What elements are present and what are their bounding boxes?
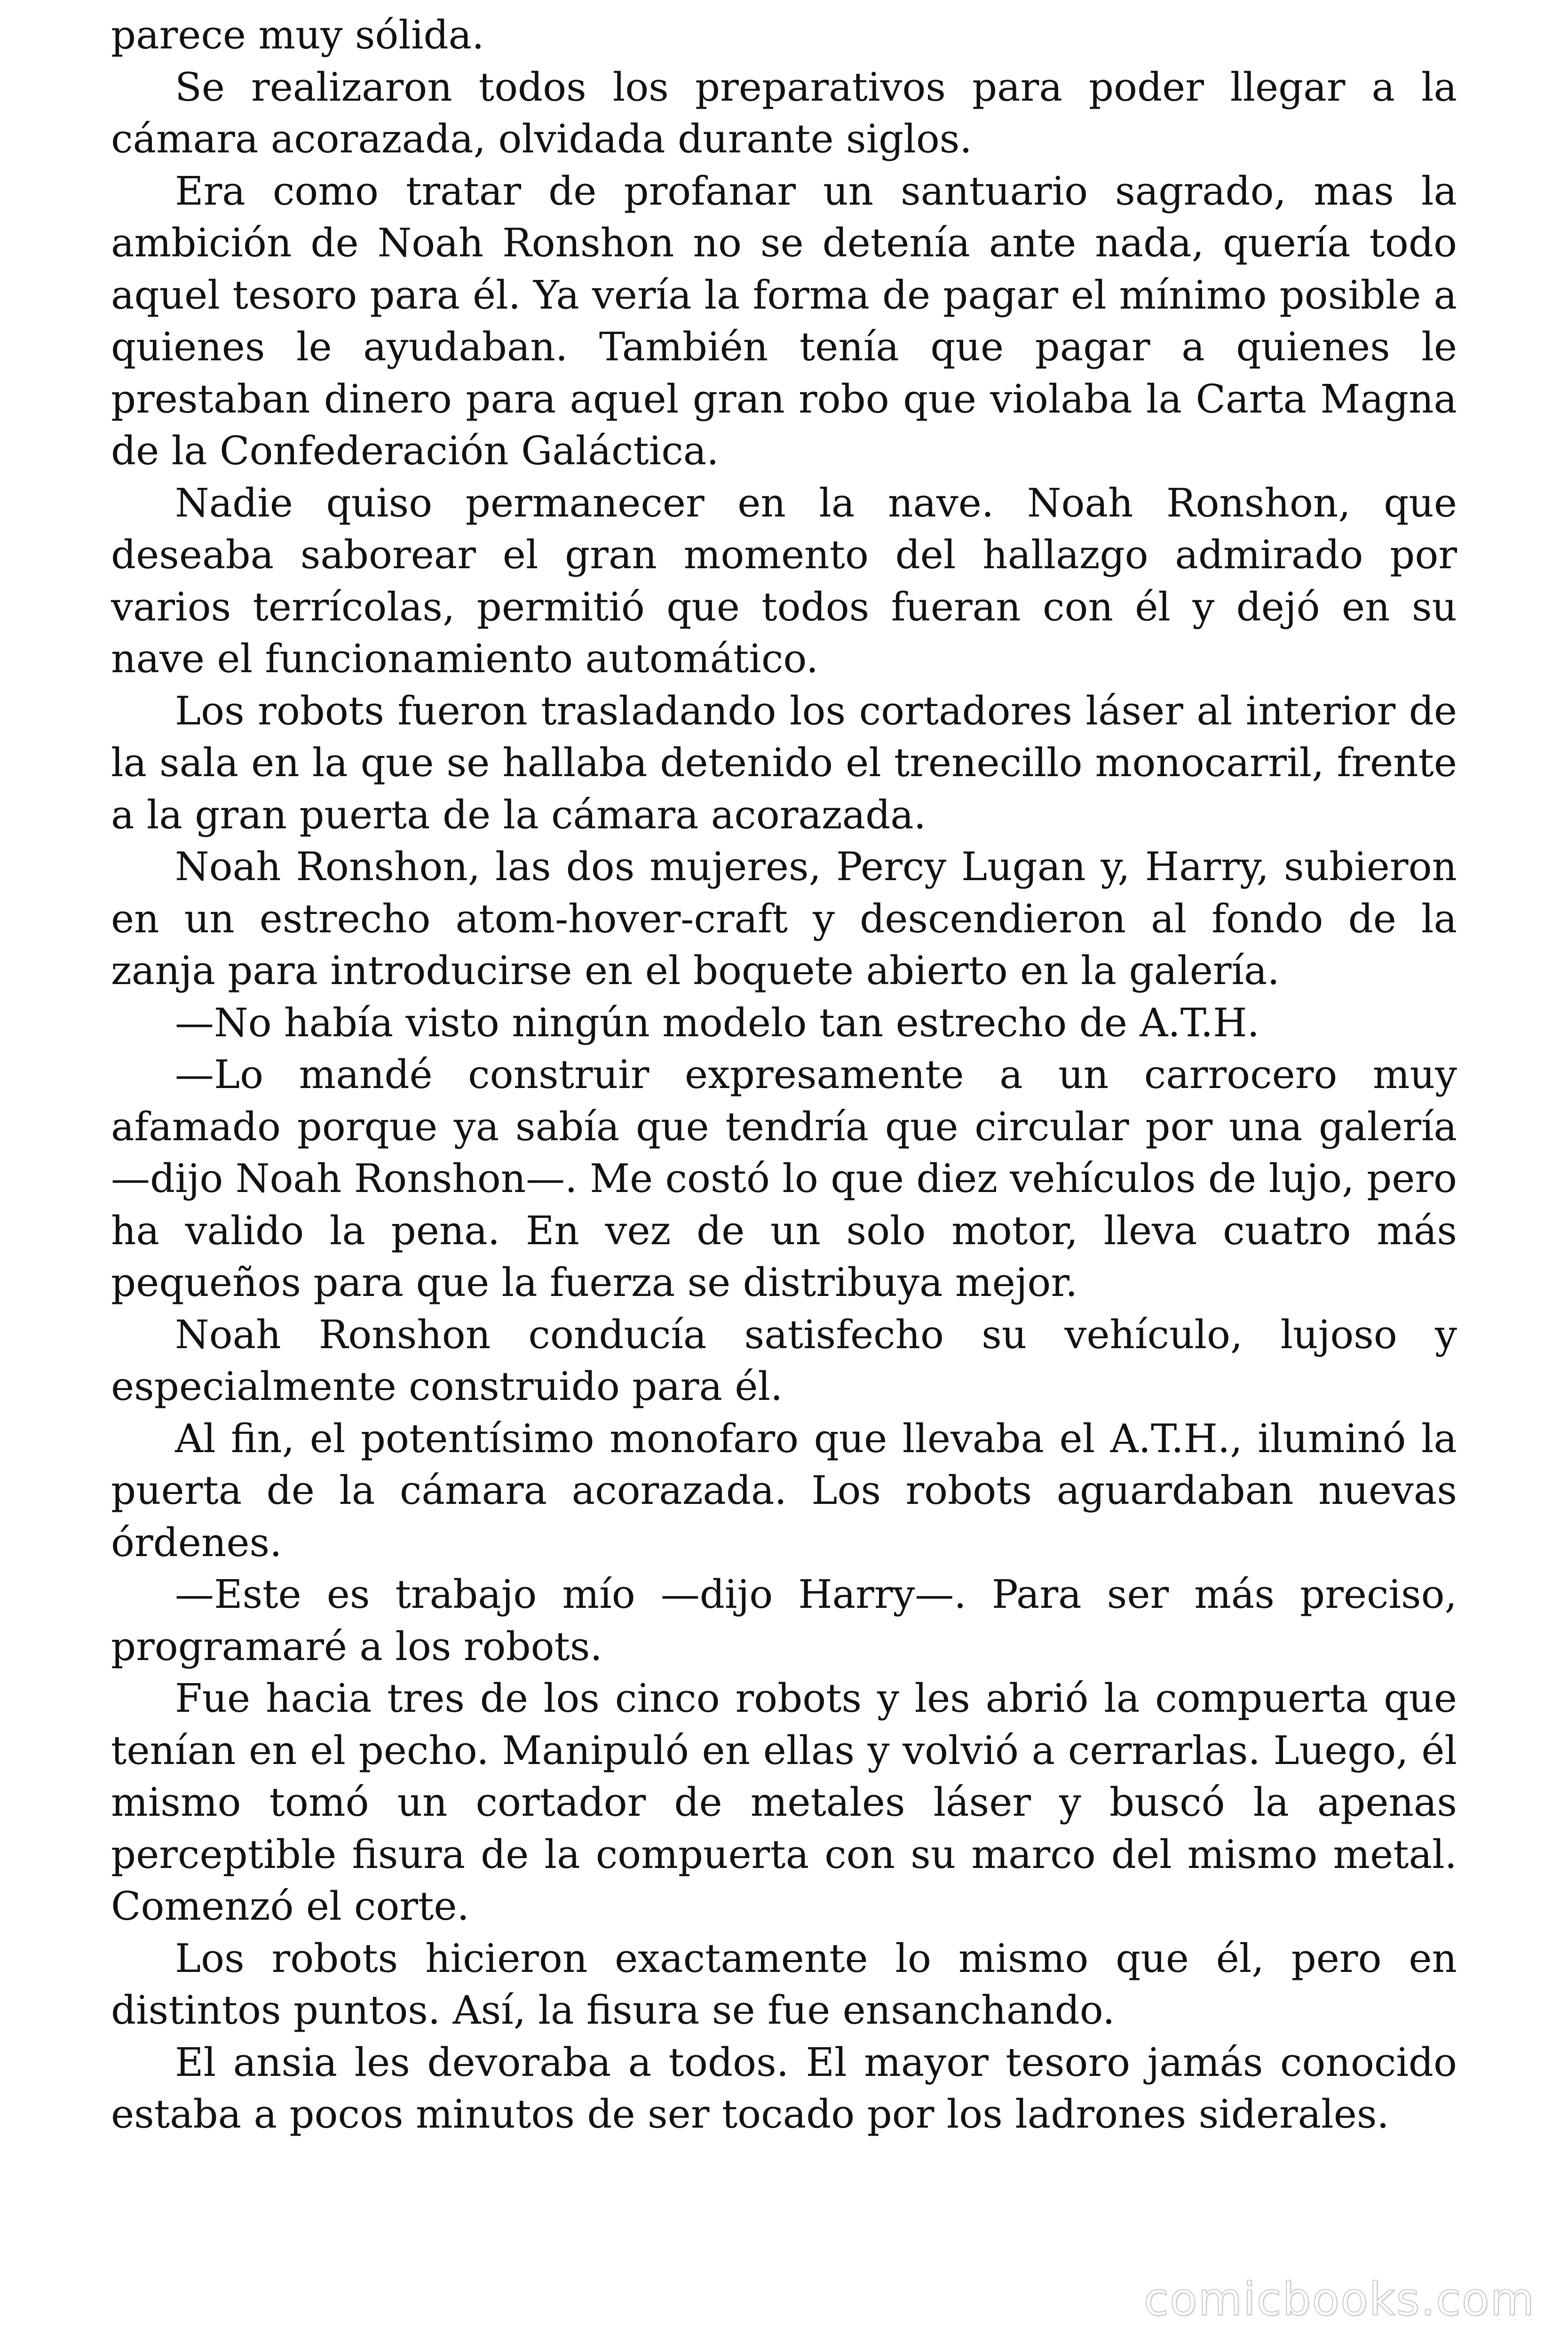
paragraph: El ansia les devoraba a todos. El mayor tesoro jamás conocido estaba a pocos minutos de ser tocado por los ladrones siderales. xyxy=(111,2039,1457,2137)
paragraph: Noah Ronshon, las dos mujeres, Percy Lugan y, Harry, subieron en un estrecho atom-hover-craft y descendieron al fondo de la zanja para introducirse en el boquete abierto en la galería. xyxy=(111,844,1457,993)
paragraph: Los robots hicieron exactamente lo mismo que él, pero en distintos puntos. Así, la fisura se fue ensanchando. xyxy=(111,1935,1457,2033)
paragraph: Se realizaron todos los preparativos para poder llegar a la cámara acorazada, olvidada durante siglos. xyxy=(111,64,1457,162)
paragraph: Era como tratar de profanar un santuario sagrado, mas la ambición de Noah Ronshon no se detenía ante nada, quería todo aquel tesoro para él. Ya vería la forma de pagar el mínimo posible a quienes le ayudaban. También tenía que pagar a quienes le prestaban dinero para aquel gran robo que violaba la Carta Magna de la Confederación Galáctica. xyxy=(111,168,1457,474)
paragraph: Noah Ronshon conducía satisfecho su vehículo, lujoso y especialmente construido para él. xyxy=(111,1311,1457,1409)
paragraph: Nadie quiso permanecer en la nave. Noah Ronshon, que deseaba saborear el gran momento del hallazgo admirado por varios terrícolas, permitió que todos fueran con él y dejó en su nave el funcionamiento automático. xyxy=(111,480,1457,682)
paragraph: Fue hacia tres de los cinco robots y les abrió la compuerta que tenían en el pecho. Manipuló en ellas y volvió a cerrarlas. Luego, él mismo tomó un cortador de metales láser y buscó la apenas perceptible fisura de la compuerta con su marco del mismo metal. Comenzó el corte. xyxy=(111,1676,1457,1929)
paragraph-dialogue: —Este es trabajo mío —dijo Harry—. Para ser más preciso, programaré a los robots. xyxy=(111,1572,1457,1669)
paragraph: Los robots fueron trasladando los cortadores láser al interior de la sala en la que se hallaba detenido el trenecillo monocarril, frente a la gran puerta de la cámara acorazada. xyxy=(111,688,1457,838)
paragraph-dialogue: —No había visto ningún modelo tan estrecho de A.T.H. xyxy=(175,1000,1260,1046)
watermark: comicbooks.com xyxy=(1143,2273,1535,2326)
paragraph: Al fin, el potentísimo monofaro que llevaba el A.T.H., iluminó la puerta de la cámara acorazada. Los robots aguardaban nuevas órdenes. xyxy=(111,1415,1457,1565)
paragraph-dialogue: —Lo mandé construir expresamente a un carrocero muy afamado porque ya sabía que tendría que circular por una galería —dijo Noah Ronshon—. Me costó lo que diez vehículos de lujo, pero ha valido la pena. En vez de un solo motor, lleva cuatro más pequeños para que la fuerza se distribuya mejor. xyxy=(111,1052,1457,1305)
page-text xyxy=(111,9,1457,2141)
paragraph-continuation: parece muy sólida. xyxy=(111,12,484,58)
